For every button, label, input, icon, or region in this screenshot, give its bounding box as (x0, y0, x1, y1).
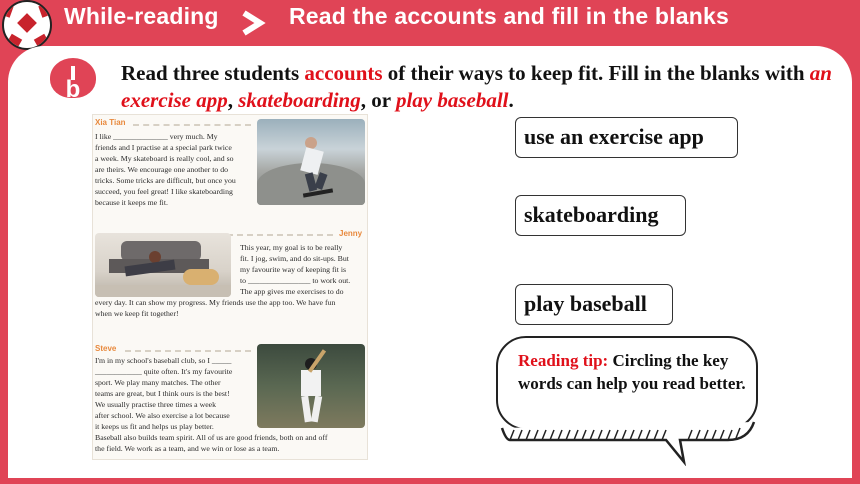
baseball-photo (257, 344, 365, 428)
option-play-baseball: play baseball (395, 88, 509, 112)
keyword-accounts: accounts (304, 61, 383, 85)
option-exercise-app: an exercise app (121, 61, 832, 112)
exercise-photo (95, 233, 231, 297)
skateboarding-photo (257, 119, 365, 205)
header-bar (0, 0, 860, 44)
soccer-ball-icon (2, 0, 52, 50)
account-text-xia-tian: I like ______________ very much. My friends and I practise at a special park twice a week. My skateboard is really cool, and so are theirs. We encourage one another to do tricks. Some tricks are difficult, but once you succeed, you feel great! I like skateboarding because it keeps me fit. (95, 132, 236, 207)
section-label: While-reading (64, 3, 219, 29)
speech-bubble-tail-icon (496, 418, 760, 466)
page-title: Read the accounts and fill in the blanks (289, 3, 729, 29)
answer-box-skateboarding: skateboarding (515, 195, 686, 236)
instruction-text: Read three students accounts of their ways to keep fit. Fill in the blanks with an exercise app, skateboarding, or play baseball. (121, 61, 832, 112)
account-name-xia-tian: Xia Tian (95, 118, 126, 127)
option-skateboarding: skateboarding (238, 88, 361, 112)
answer-box-exercise-app: use an exercise app (515, 117, 738, 158)
step-badge: b (50, 58, 96, 98)
account-name-steve: Steve (95, 344, 117, 353)
reading-tip-label: Reading tip: (518, 351, 609, 370)
reading-tip-text: Reading tip: Circling the key words can help you read better. (518, 351, 746, 393)
account-name-jenny: Jenny (339, 229, 363, 238)
textbook-page (92, 114, 368, 460)
account-text-jenny-top: This year, my goal is to be really fit. I jog, swim, and do sit-ups. But my favourite way of keeping fit is to ________________ to work out. The app gives me exercises to do (240, 243, 351, 296)
account-text-steve: I'm in my school's baseball club, so I _____ ____________ quite often. It's my favourite sport. We play many matches. The other teams are great, but I think ours is the best! We usually practise three times a week after school. We also exercise a lot because it keeps us fit and helps us play better. Baseball also builds team spirit. All of us are good friends, both on and off the field. We work as a team, and we win or lose as a team. (95, 356, 328, 453)
answer-box-play-baseball: play baseball (515, 284, 673, 325)
chevron-right-icon (240, 10, 266, 36)
account-text-jenny-bottom: every day. It can show my progress. My friends use the app too. We have fun when we keep fit together! (95, 298, 336, 318)
